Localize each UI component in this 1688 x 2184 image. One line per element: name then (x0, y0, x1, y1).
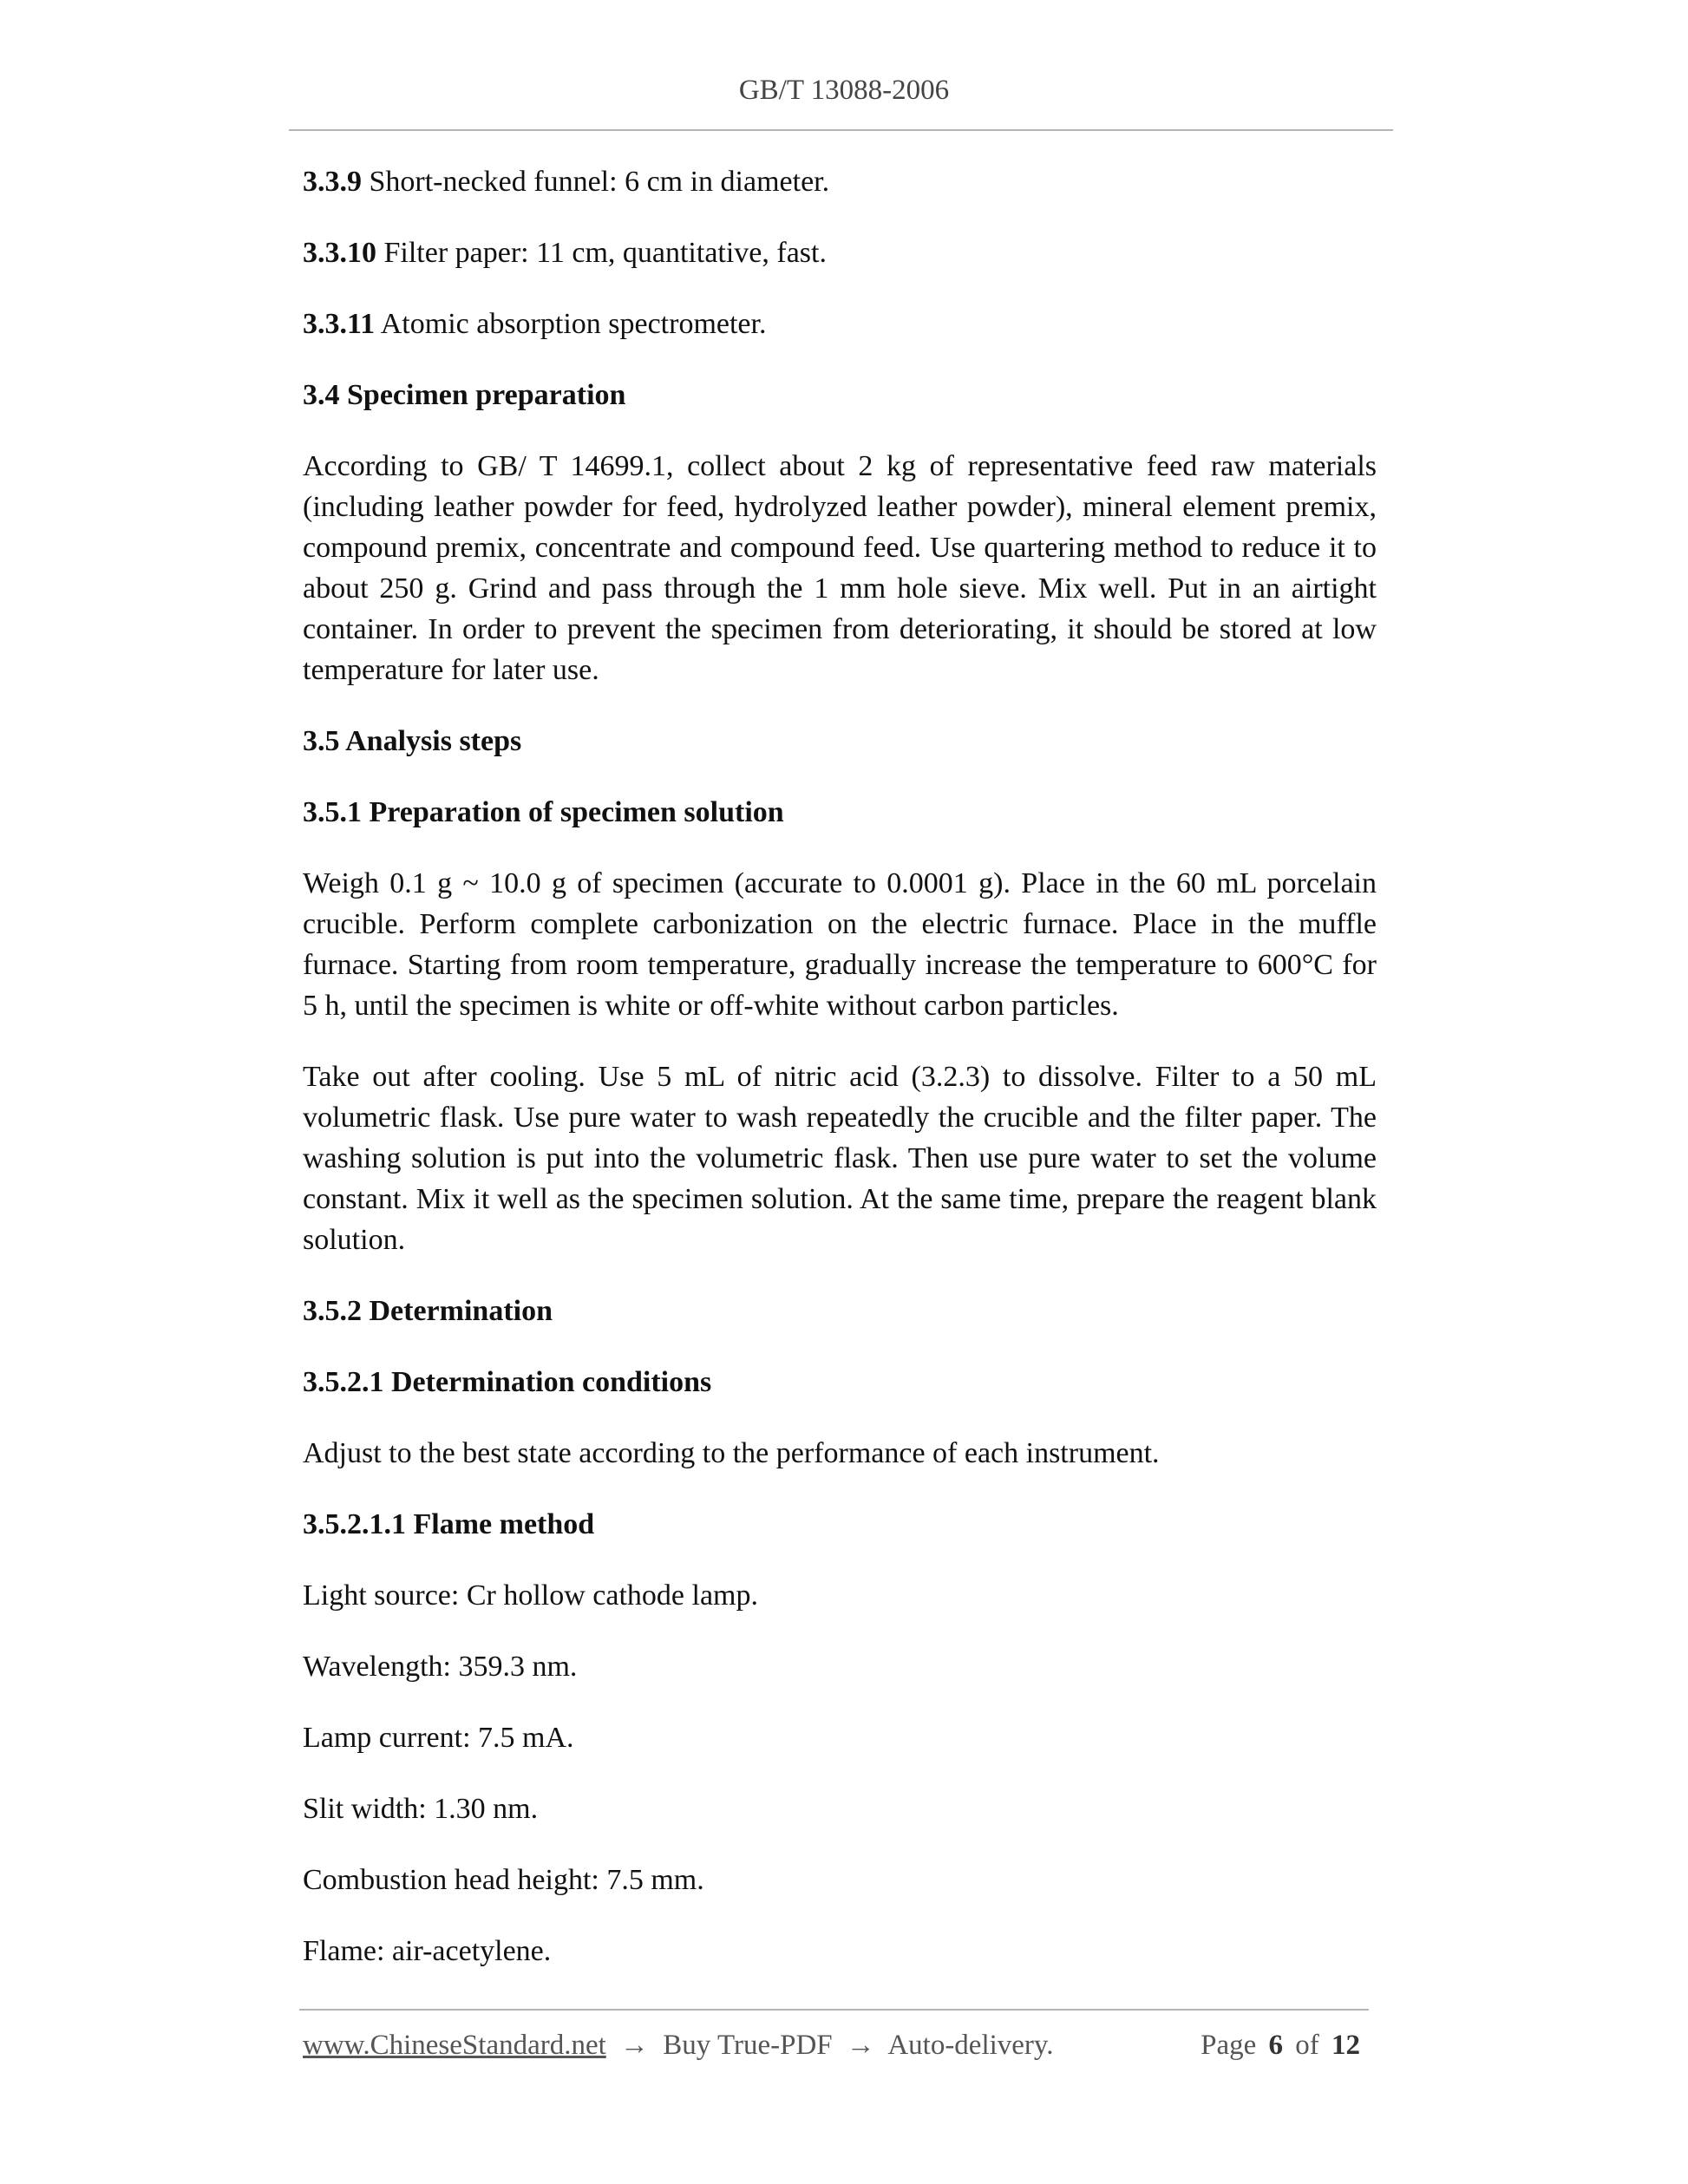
section-heading-3-5-2-1: 3.5.2.1 Determination conditions (303, 1366, 712, 1398)
section-heading-3-5-1: 3.5.1 Preparation of specimen solution (303, 796, 784, 828)
arrow-right-icon: → (620, 2030, 650, 2061)
section-heading-3-4: 3.4 Specimen preparation (303, 379, 626, 411)
section-heading-3-5-2: 3.5.2 Determination (303, 1295, 553, 1327)
page-label: Page (1201, 2030, 1257, 2061)
section-3-5-1-paragraph-2: Take out after cooling. Use 5 mL of nitric acid (3.2.3) to dissolve. Filter to a 50 mL volumetric flask. Use pure water to wash repeatedly the crucible and the filter paper. The washing solution is put into the volumetric flask. Then use pure water to set the volume constant. Mix it well as the specimen solution. At the same time, prepare the reagent blank solution. (303, 1061, 1377, 1256)
item-number: 3.3.11 (303, 308, 376, 340)
item-number: 3.3.9 (303, 166, 362, 198)
footer-promo (303, 2030, 1054, 2062)
item-3-3-10 (303, 232, 1377, 273)
condition-flame: Flame: air-acetylene. (303, 1935, 552, 1967)
item-text: Short-necked funnel: 6 cm in diameter. (362, 166, 830, 198)
page-current: 6 (1268, 2030, 1283, 2061)
item-text: Atomic absorption spectrometer. (375, 308, 767, 340)
section-heading-3-5-2-1-1: 3.5.2.1.1 Flame method (303, 1508, 595, 1540)
condition-lamp-current: Lamp current: 7.5 mA. (303, 1722, 574, 1754)
section-3-5-2-1-body: Adjust to the best state according to the performance of each instrument. (303, 1437, 1160, 1469)
buy-true-pdf-text: Buy True-PDF (663, 2030, 833, 2061)
page-total: 12 (1331, 2030, 1360, 2061)
condition-wavelength: Wavelength: 359.3 nm. (303, 1651, 578, 1683)
item-number: 3.3.10 (303, 237, 376, 269)
condition-slit-width: Slit width: 1.30 nm. (303, 1793, 539, 1825)
item-3-3-11 (303, 304, 1377, 344)
footer-divider (299, 2009, 1369, 2011)
section-3-5-1-paragraph-1: Weigh 0.1 g ~ 10.0 g of specimen (accurate to 0.0001 g). Place in the 60 mL porcelain crucible. Perform complete carbonization on the electric furnace. Place in the muffle furnace. Starting from room temperature, gradually increase the temperature to 600°C for 5 h, until the specimen is white or off-white without carbon particles. (303, 867, 1377, 1022)
condition-light-source: Light source: Cr hollow cathode lamp. (303, 1579, 758, 1612)
condition-combustion-head-height: Combustion head height: 7.5 mm. (303, 1864, 704, 1896)
page-indicator (1201, 2030, 1365, 2062)
document-body (303, 161, 1377, 1971)
arrow-right-icon: → (846, 2030, 875, 2061)
website-link[interactable]: www.ChineseStandard.net (303, 2030, 606, 2061)
header-divider (289, 129, 1393, 131)
document-header-title: GB/T 13088-2006 (738, 75, 950, 106)
item-3-3-9 (303, 161, 1377, 202)
page-of-label: of (1295, 2030, 1319, 2061)
section-3-4-body: According to GB/ T 14699.1, collect about 2 kg of representative feed raw materials (including leather powder for feed, hydrolyzed leather powder), mineral element premix, compound premix, concentrate and compound feed. Use quartering method to reduce it to about 250 g. Grind and pass through the 1 mm hole sieve. Mix well. Put in an airtight container. In order to prevent the specimen from deteriorating, it should be stored at low temperature for later use. (303, 450, 1377, 686)
item-text: Filter paper: 11 cm, quantitative, fast. (376, 237, 827, 269)
section-heading-3-5: 3.5 Analysis steps (303, 725, 522, 757)
auto-delivery-text: Auto-delivery. (887, 2030, 1054, 2061)
